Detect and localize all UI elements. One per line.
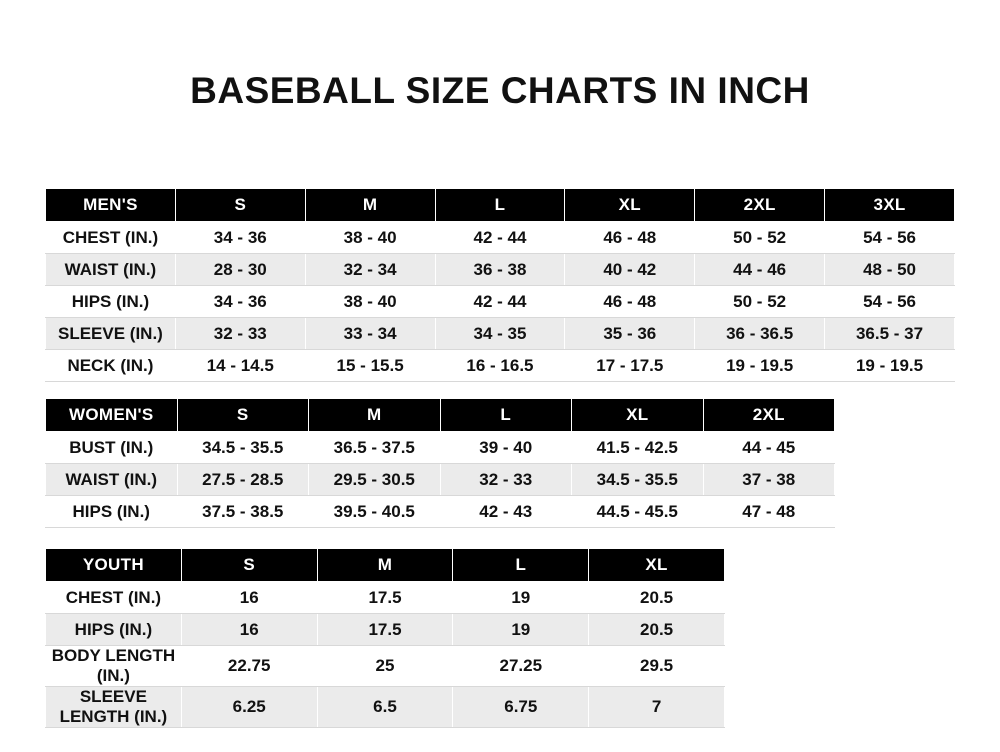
cell: 7: [589, 687, 725, 728]
womens-table-header: [46, 399, 835, 432]
cell: 16: [181, 614, 317, 646]
youth-header-label: YOUTH: [46, 549, 182, 582]
row-label: WAIST (IN.): [46, 254, 176, 286]
mens-header-2xl: 2XL: [695, 189, 825, 222]
cell: 19 - 19.5: [695, 350, 825, 382]
womens-header-s: S: [177, 399, 309, 432]
cell: 19 - 19.5: [825, 350, 955, 382]
table-header-row: [46, 189, 955, 222]
mens-size-table: [45, 188, 955, 382]
cell: 15 - 15.5: [305, 350, 435, 382]
table-row: [46, 496, 835, 528]
cell: 33 - 34: [305, 318, 435, 350]
womens-size-table: [45, 398, 835, 528]
row-label: CHEST (IN.): [46, 222, 176, 254]
youth-table-header: [46, 549, 725, 582]
cell: 44 - 45: [703, 432, 835, 464]
cell: 32 - 33: [175, 318, 305, 350]
womens-header-m: M: [309, 399, 441, 432]
cell: 40 - 42: [565, 254, 695, 286]
cell: 41.5 - 42.5: [572, 432, 704, 464]
cell: 34 - 35: [435, 318, 565, 350]
cell: 19: [453, 614, 589, 646]
cell: 16 - 16.5: [435, 350, 565, 382]
cell: 17.5: [317, 582, 453, 614]
cell: 37 - 38: [703, 464, 835, 496]
cell: 50 - 52: [695, 222, 825, 254]
row-label: CHEST (IN.): [46, 582, 182, 614]
table-row: [46, 318, 955, 350]
cell: 27.25: [453, 646, 589, 687]
table-row: [46, 222, 955, 254]
mens-header-s: S: [175, 189, 305, 222]
row-label: BUST (IN.): [46, 432, 178, 464]
cell: 29.5 - 30.5: [309, 464, 441, 496]
cell: 36 - 36.5: [695, 318, 825, 350]
cell: 32 - 34: [305, 254, 435, 286]
cell: 48 - 50: [825, 254, 955, 286]
cell: 20.5: [589, 582, 725, 614]
table-header-row: [46, 399, 835, 432]
table-row: [46, 614, 725, 646]
cell: 37.5 - 38.5: [177, 496, 309, 528]
cell: 6.5: [317, 687, 453, 728]
cell: 50 - 52: [695, 286, 825, 318]
table-row: [46, 582, 725, 614]
cell: 38 - 40: [305, 222, 435, 254]
mens-header-m: M: [305, 189, 435, 222]
youth-header-xl: XL: [589, 549, 725, 582]
table-row: [46, 286, 955, 318]
cell: 35 - 36: [565, 318, 695, 350]
cell: 54 - 56: [825, 286, 955, 318]
row-label: SLEEVE LENGTH (IN.): [46, 687, 182, 728]
cell: 6.25: [181, 687, 317, 728]
row-label: BODY LENGTH (IN.): [46, 646, 182, 687]
row-label: HIPS (IN.): [46, 496, 178, 528]
cell: 42 - 43: [440, 496, 572, 528]
cell: 28 - 30: [175, 254, 305, 286]
mens-table-header: [46, 189, 955, 222]
cell: 36.5 - 37.5: [309, 432, 441, 464]
youth-size-table: [45, 548, 725, 728]
cell: 39.5 - 40.5: [309, 496, 441, 528]
mens-table-body: [46, 222, 955, 382]
cell: 6.75: [453, 687, 589, 728]
cell: 34.5 - 35.5: [572, 464, 704, 496]
womens-header-l: L: [440, 399, 572, 432]
youth-header-m: M: [317, 549, 453, 582]
cell: 42 - 44: [435, 222, 565, 254]
mens-header-xl: XL: [565, 189, 695, 222]
cell: 46 - 48: [565, 222, 695, 254]
cell: 42 - 44: [435, 286, 565, 318]
cell: 25: [317, 646, 453, 687]
cell: 36 - 38: [435, 254, 565, 286]
cell: 20.5: [589, 614, 725, 646]
youth-table-body: [46, 582, 725, 728]
womens-table-body: [46, 432, 835, 528]
cell: 39 - 40: [440, 432, 572, 464]
cell: 19: [453, 582, 589, 614]
table-row: [46, 432, 835, 464]
row-label: NECK (IN.): [46, 350, 176, 382]
womens-header-xl: XL: [572, 399, 704, 432]
cell: 46 - 48: [565, 286, 695, 318]
row-label: HIPS (IN.): [46, 614, 182, 646]
cell: 17 - 17.5: [565, 350, 695, 382]
cell: 44.5 - 45.5: [572, 496, 704, 528]
cell: 34.5 - 35.5: [177, 432, 309, 464]
cell: 36.5 - 37: [825, 318, 955, 350]
youth-header-l: L: [453, 549, 589, 582]
table-row: [46, 646, 725, 687]
youth-header-s: S: [181, 549, 317, 582]
cell: 32 - 33: [440, 464, 572, 496]
cell: 34 - 36: [175, 286, 305, 318]
cell: 54 - 56: [825, 222, 955, 254]
womens-header-2xl: 2XL: [703, 399, 835, 432]
table-row: [46, 254, 955, 286]
cell: 44 - 46: [695, 254, 825, 286]
cell: 22.75: [181, 646, 317, 687]
womens-header-label: WOMEN'S: [46, 399, 178, 432]
mens-header-l: L: [435, 189, 565, 222]
table-row: [46, 464, 835, 496]
cell: 27.5 - 28.5: [177, 464, 309, 496]
cell: 47 - 48: [703, 496, 835, 528]
mens-header-label: MEN'S: [46, 189, 176, 222]
cell: 17.5: [317, 614, 453, 646]
table-header-row: [46, 549, 725, 582]
cell: 14 - 14.5: [175, 350, 305, 382]
table-row: [46, 350, 955, 382]
table-row: [46, 687, 725, 728]
cell: 38 - 40: [305, 286, 435, 318]
row-label: HIPS (IN.): [46, 286, 176, 318]
page-title: BASEBALL SIZE CHARTS IN INCH: [190, 70, 810, 111]
row-label: WAIST (IN.): [46, 464, 178, 496]
cell: 34 - 36: [175, 222, 305, 254]
cell: 16: [181, 582, 317, 614]
row-label: SLEEVE (IN.): [46, 318, 176, 350]
cell: 29.5: [589, 646, 725, 687]
mens-header-3xl: 3XL: [825, 189, 955, 222]
